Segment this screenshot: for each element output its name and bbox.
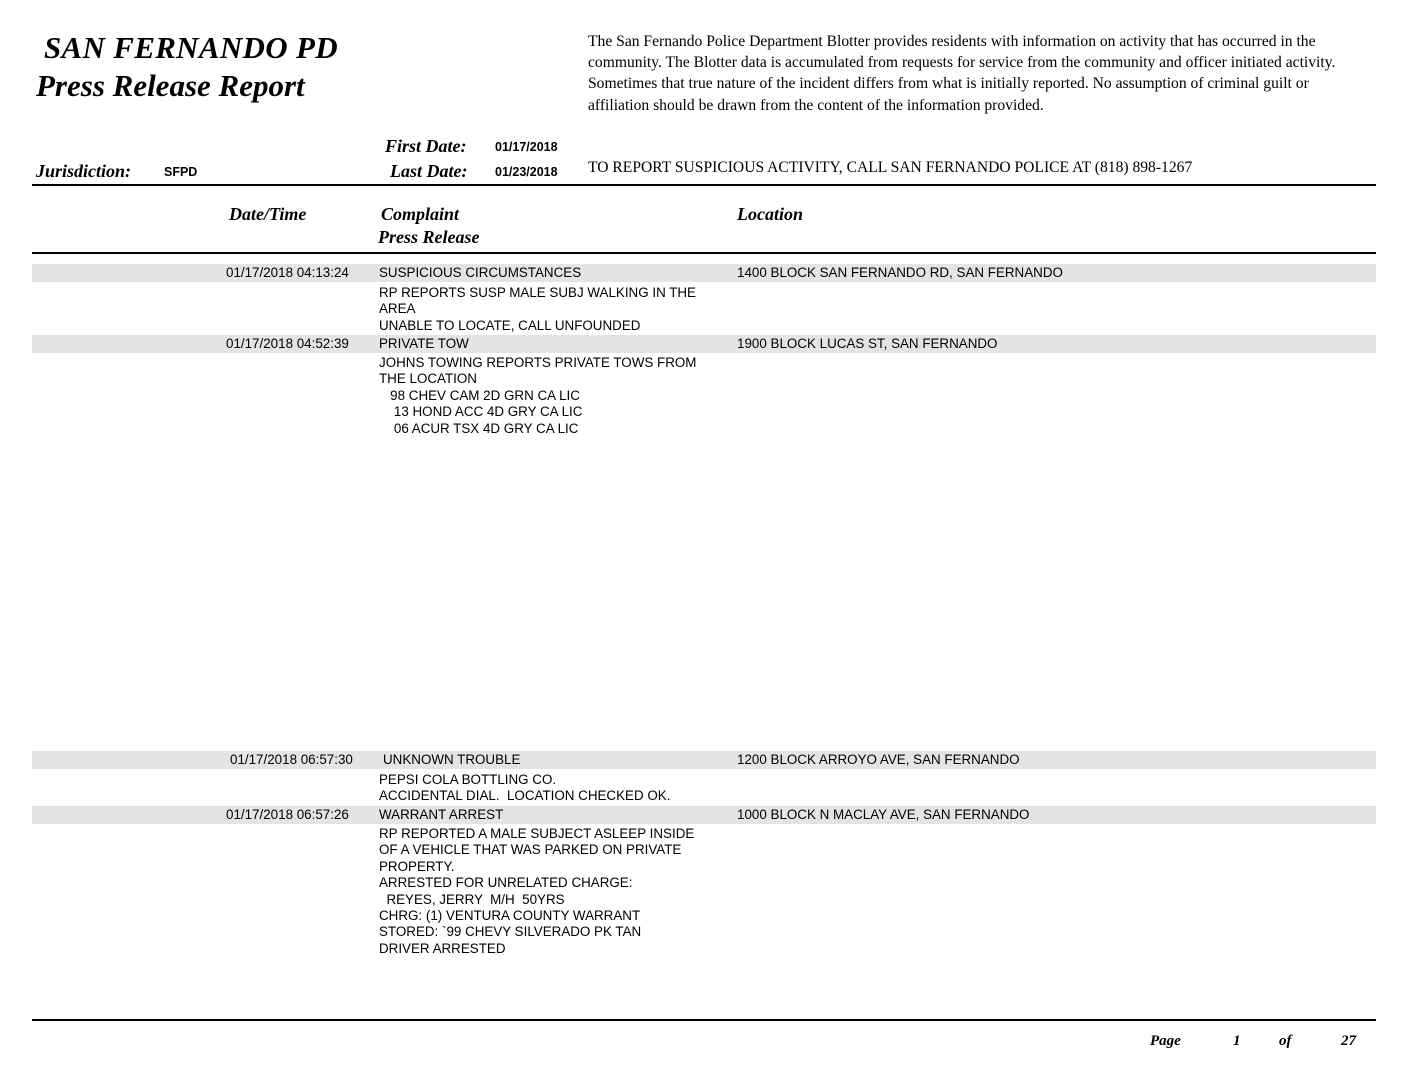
col-datetime-header: Date/Time	[229, 204, 307, 224]
footer-rule	[32, 1019, 1376, 1021]
header-rule	[32, 184, 1376, 186]
first-date-value: 01/17/2018	[495, 140, 558, 154]
jurisdiction-label: Jurisdiction:	[36, 161, 132, 181]
col-location-header: Location	[737, 204, 803, 224]
agency-name: SAN FERNANDO PD	[44, 30, 338, 65]
last-date-label: Last Date:	[390, 161, 468, 181]
record-complaint: UNKNOWN TROUBLE	[383, 752, 521, 767]
record-complaint: WARRANT ARREST	[379, 807, 504, 822]
record-complaint: SUSPICIOUS CIRCUMSTANCES	[379, 265, 582, 280]
columns-rule	[32, 252, 1376, 254]
record-datetime: 01/17/2018 04:52:39	[226, 336, 349, 351]
last-date-value: 01/23/2018	[495, 165, 558, 179]
record-location: 1000 BLOCK N MACLAY AVE, SAN FERNANDO	[737, 807, 1030, 822]
record-press-release: RP REPORTS SUSP MALE SUBJ WALKING IN THE AREA UNABLE TO LOCATE, CALL UNFOUNDED	[379, 285, 696, 333]
page-label: Page	[1150, 1033, 1181, 1049]
page-number: 1	[1233, 1033, 1241, 1049]
record-press-release: PEPSI COLA BOTTLING CO. ACCIDENTAL DIAL. LOCATION CHECKED OK.	[379, 772, 671, 804]
first-date-label: First Date:	[385, 136, 467, 156]
col-press-release-header: Press Release	[378, 227, 480, 247]
col-complaint-header: Complaint	[381, 204, 460, 224]
record-location: 1200 BLOCK ARROYO AVE, SAN FERNANDO	[737, 752, 1020, 767]
jurisdiction-value: SFPD	[164, 165, 198, 179]
record-datetime: 01/17/2018 06:57:26	[226, 807, 349, 822]
record-datetime: 01/17/2018 04:13:24	[226, 265, 349, 280]
report-title: Press Release Report	[36, 68, 305, 103]
disclaimer-text: The San Fernando Police Department Blotter provides residents with information on activity that has occurred in the community. The Blotter data is accumulated from requests for service from the community and officer initiated activity. Sometimes that true nature of the incident differs from what is initially reported. No assumption of criminal guilt or affiliation should be drawn from the content of the information provided.	[588, 33, 1336, 114]
record-press-release: JOHNS TOWING REPORTS PRIVATE TOWS FROM THE LOCATION 98 CHEV CAM 2D GRN CA LIC 13 HOND ACC 4D GRY CA LIC 06 ACUR TSX 4D GRY CA LIC	[379, 355, 697, 436]
record-location: 1900 BLOCK LUCAS ST, SAN FERNANDO	[737, 336, 998, 351]
of-label: of	[1279, 1033, 1292, 1049]
record-location: 1400 BLOCK SAN FERNANDO RD, SAN FERNANDO	[737, 265, 1063, 280]
record-datetime: 01/17/2018 06:57:30	[230, 752, 353, 767]
hotline-text: TO REPORT SUSPICIOUS ACTIVITY, CALL SAN FERNANDO POLICE AT (818) 898-1267	[588, 159, 1193, 176]
record-complaint: PRIVATE TOW	[379, 336, 469, 351]
total-pages: 27	[1341, 1033, 1356, 1049]
record-press-release: RP REPORTED A MALE SUBJECT ASLEEP INSIDE OF A VEHICLE THAT WAS PARKED ON PRIVATE PROPERTY. ARRESTED FOR UNRELATED CHARGE: REYES, JERRY M/H 50YRS CHRG: (1) VENTURA COUNTY WARRANT STORED: `99 CHEVY SILVERADO PK TAN DRIVER ARRESTED	[379, 826, 695, 956]
